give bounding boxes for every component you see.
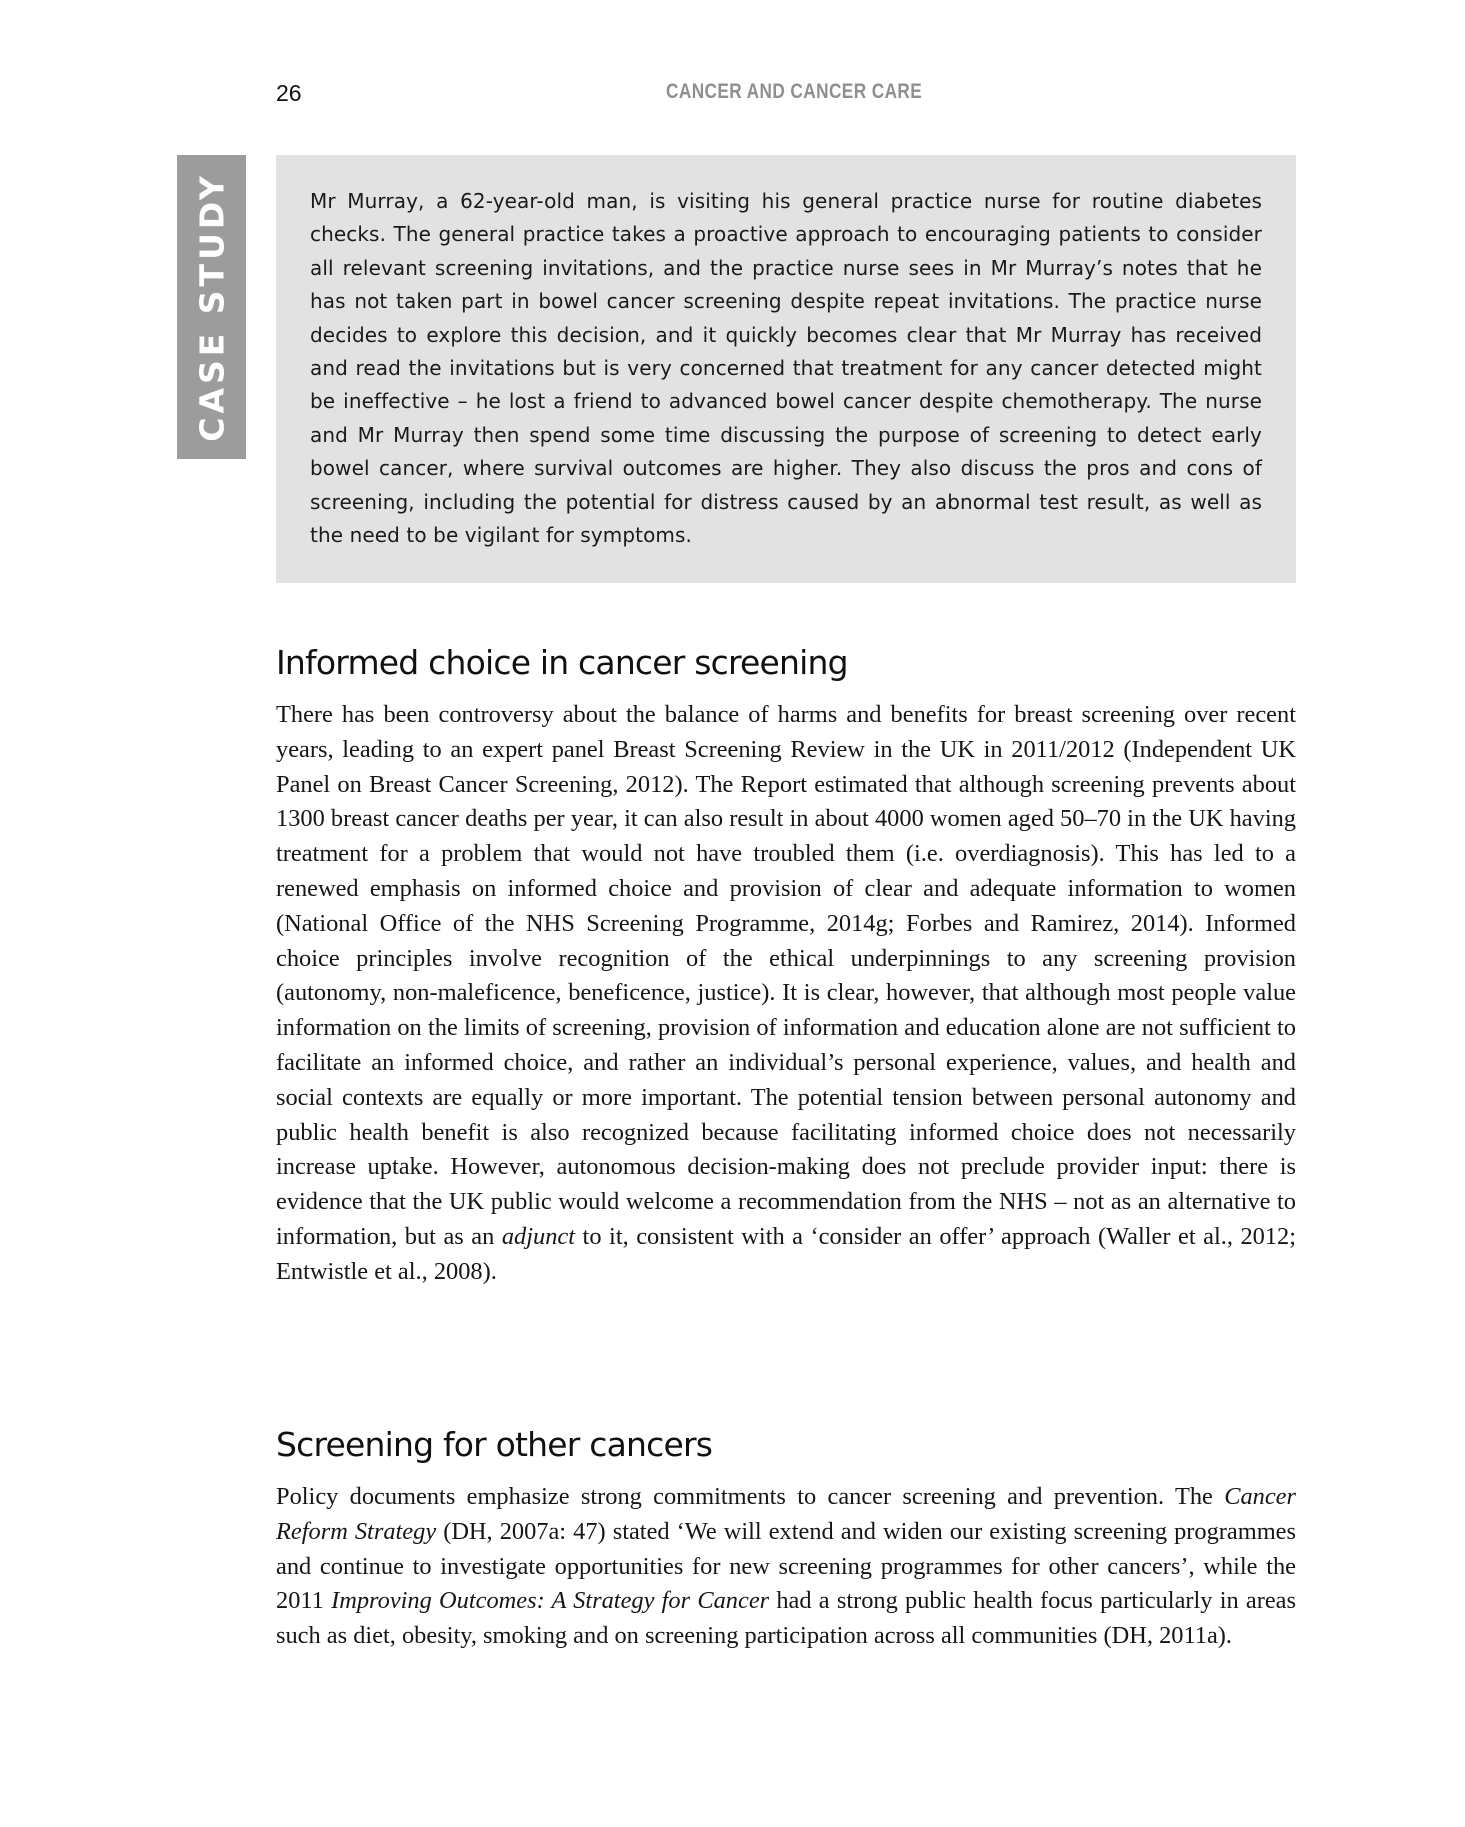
running-head: CANCER AND CANCER CARE	[666, 80, 923, 103]
paragraph-italic-title: Cancer Reform Strategy	[276, 1483, 1296, 1545]
section-paragraph-other-cancers	[276, 1480, 1296, 1654]
case-study-tab	[177, 155, 246, 459]
paragraph-text: Policy documents emphasize strong commitments to cancer screening and prevention. The	[276, 1483, 1225, 1510]
case-study-box	[276, 155, 1296, 583]
section-heading-informed-choice: Informed choice in cancer screening	[276, 643, 848, 682]
paragraph-text: had a strong public health focus particularly in areas such as diet, obesity, smoking and on screening participation across all communities (DH, 2011a).	[276, 1587, 1297, 1650]
paragraph-text: There has been controversy about the balance of harms and benefits for breast screening over recent years, leading to an expert panel Breast Screening Review in the UK in 2011/2012 (Independent UK Panel on Breast Cancer Screening, 2012). The Report estimated that although screening prevents about 1300 breast cancer deaths per year, it can also result in about 4000 women aged 50–70 in the UK having treatment for a problem that would not have troubled them (i.e. overdiagnosis). This has led to a renewed emphasis on informed choice and provision of clear and adequate information to women (National Office of the NHS Screening Programme, 2014g; Forbes and Ramirez, 2014). Informed choice principles involve recognition of the ethical underpinnings to any screening provision (autonomy, non-maleficence, beneficence, justice). It is clear, however, that although most people value information on the limits of screening, provision of information and education alone are not sufficient to facilitate an informed choice, and rather an individual’s personal experience, values, and health and social contexts are equally or more important. The potential tension between personal autonomy and public health benefit is also recognized because facilitating informed choice does not necessarily increase uptake. However, autonomous decision-making does not preclude provider input: there is evidence that the UK public would welcome a recommendation from the NHS – not as an alternative to information, but as an	[276, 701, 1296, 1250]
paragraph-italic-term: adjunct	[501, 1222, 576, 1250]
section-heading-other-cancers: Screening for other cancers	[276, 1425, 713, 1464]
section-paragraph-informed-choice	[276, 698, 1296, 1290]
page-number: 26	[276, 80, 302, 106]
paragraph-italic-title: Improving Outcomes: A Strategy for Cancer	[331, 1587, 770, 1615]
case-study-tab-label: CASE STUDY	[192, 172, 231, 442]
paragraph-text: (DH, 2007a: 47) stated ‘We will extend and widen our existing screening programmes and continue to investigate opportunities for new screening programmes for other cancers’, while the 2011	[276, 1517, 1296, 1615]
case-study-text: Mr Murray, a 62-year-old man, is visiting his general practice nurse for routine diabetes checks. The general practice takes a proactive approach to encouraging patients to consider all relevant screening invitations, and the practice nurse sees in Mr Murray’s notes that he has not taken part in bowel cancer screening despite repeat invitations. The practice nurse decides to explore this decision, and it quickly becomes clear that Mr Murray has received and read the invitations but is very concerned that treatment for any cancer detected might be ineffective – he lost a friend to advanced bowel cancer despite chemotherapy. The nurse and Mr Murray then spend some time discussing the purpose of screening to detect early bowel cancer, where survival outcomes are higher. They also discuss the pros and cons of screening, including the potential for distress caused by an abnormal test result, as well as the need to be vigilant for symptoms.	[310, 189, 1262, 548]
paragraph-text: to it, consistent with a ‘consider an offer’ approach (Waller et al., 2012; Entwistle et al., 2008).	[276, 1222, 1296, 1285]
